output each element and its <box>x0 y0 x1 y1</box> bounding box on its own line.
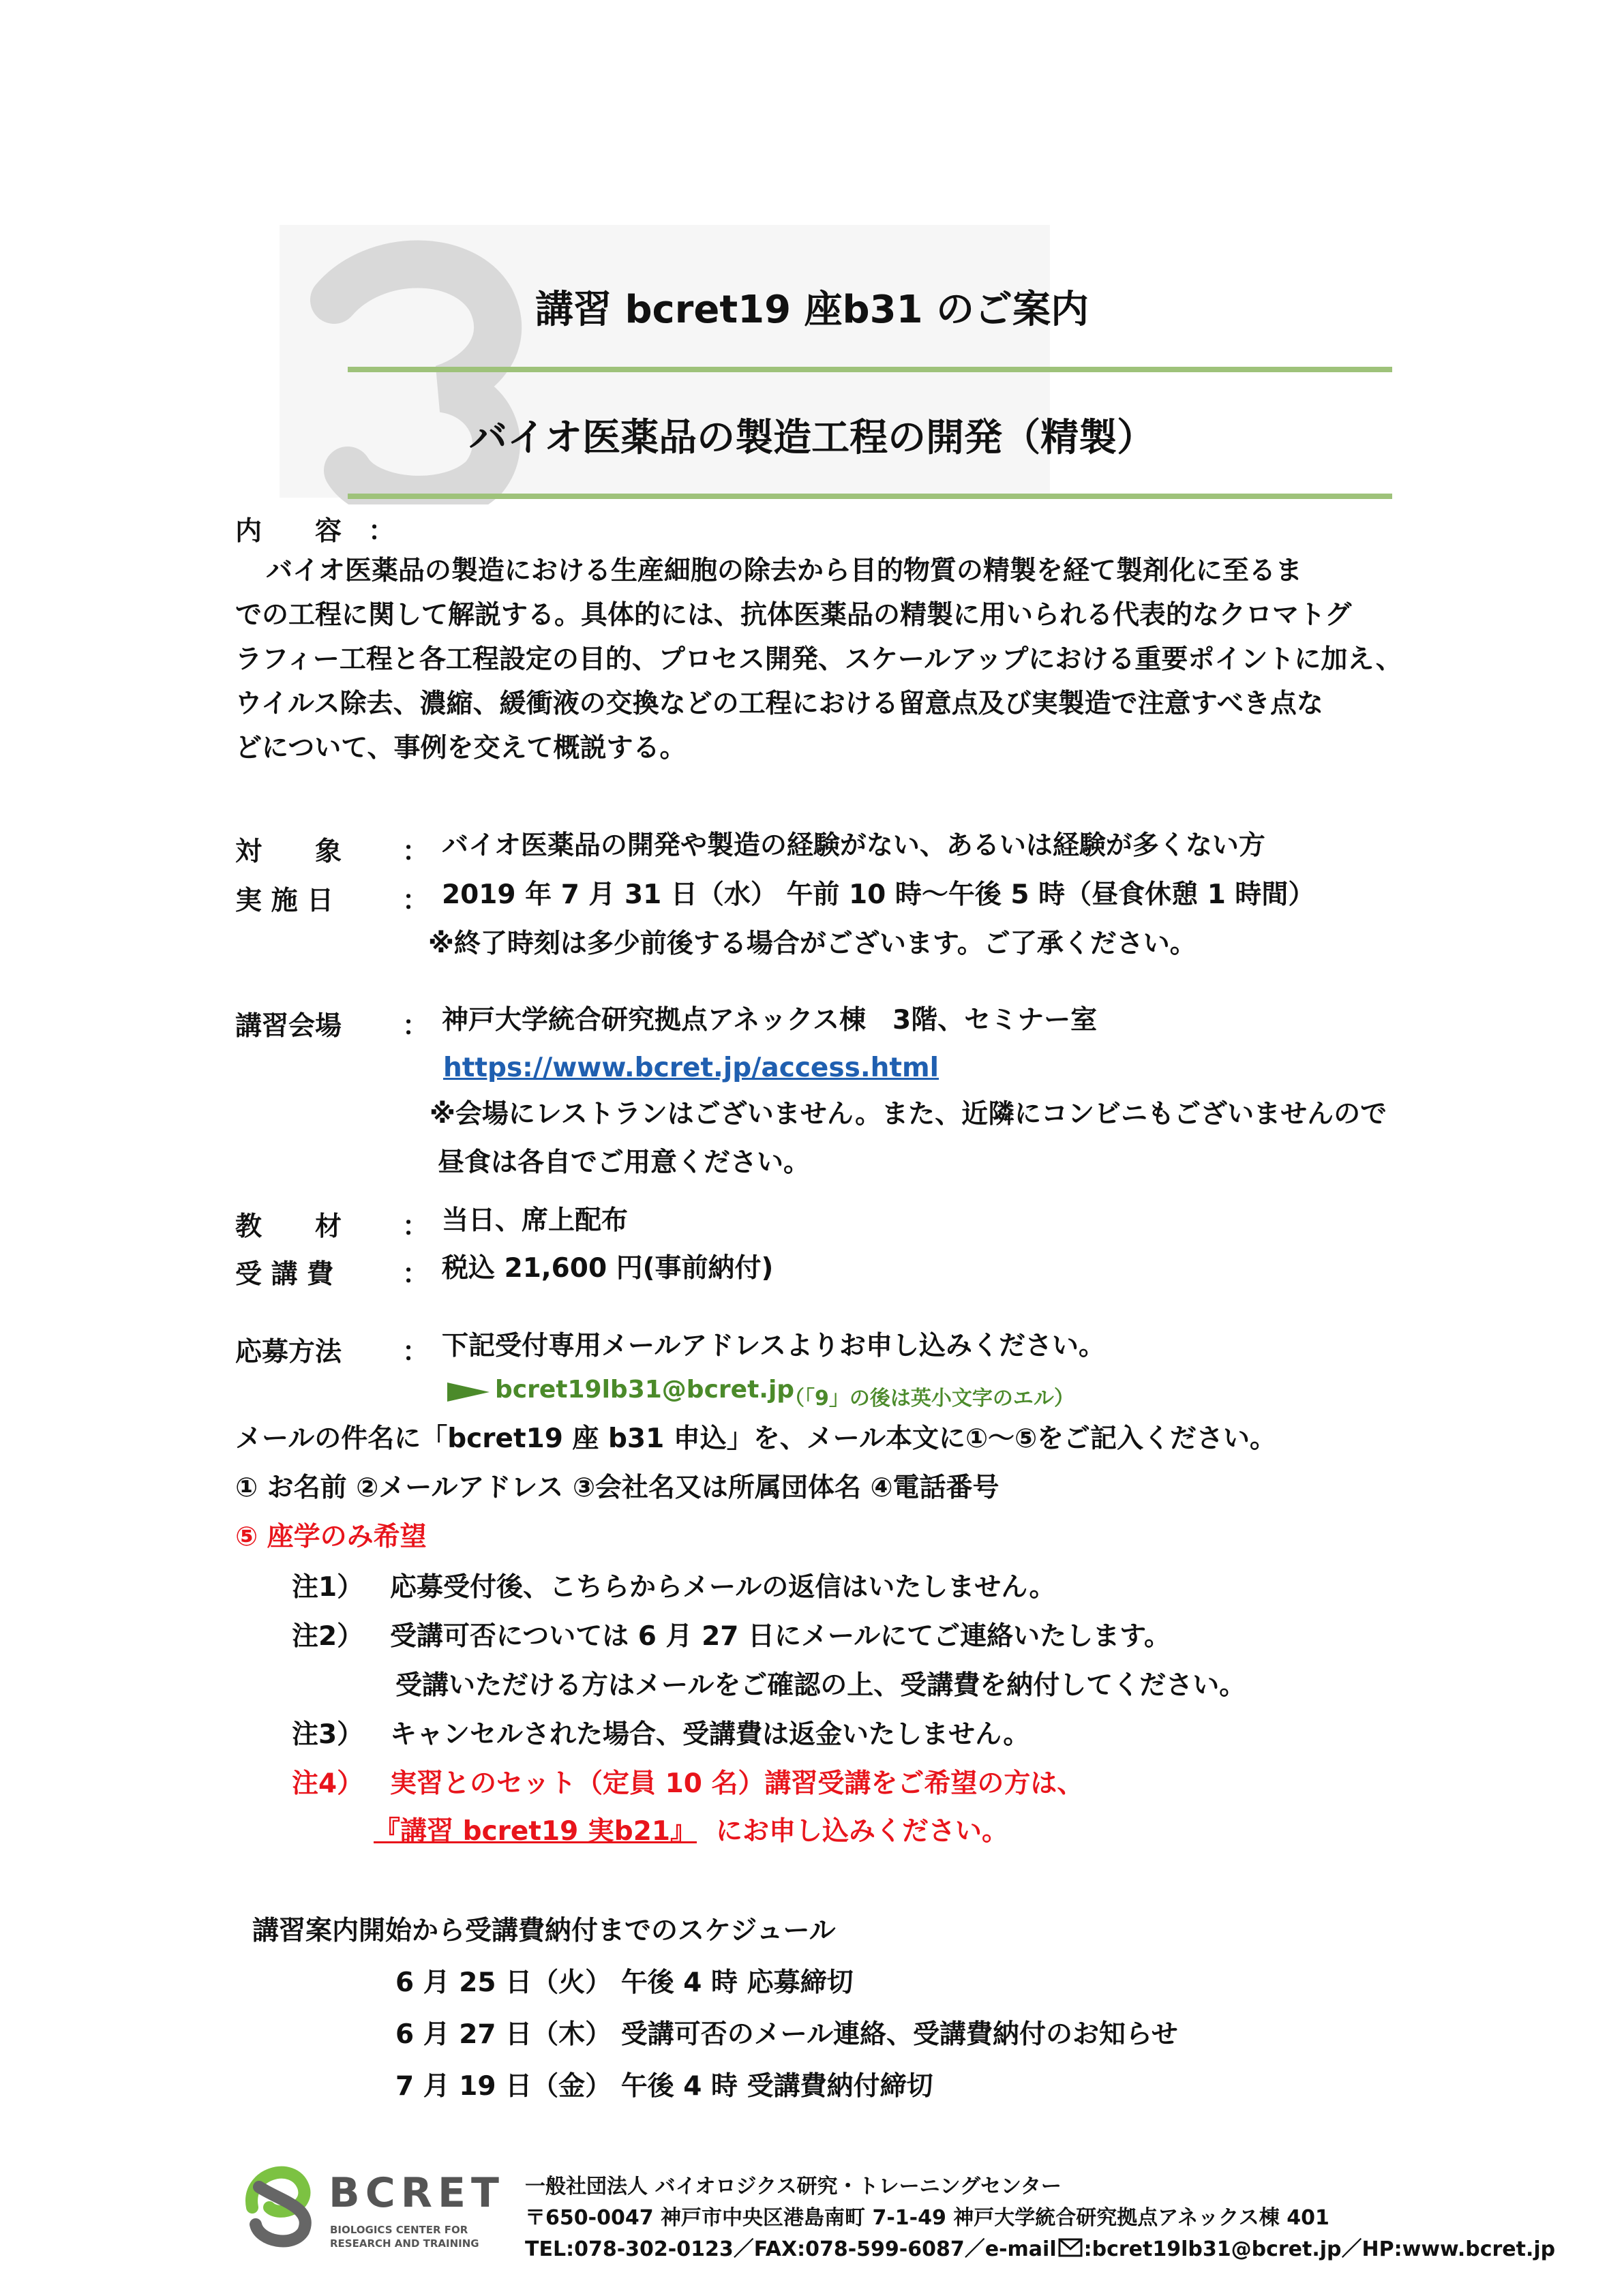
schedule-item-3: 7 月 19 日（金） 午後 4 時 受講費納付締切 <box>395 2071 933 2102</box>
contact-email-web[interactable]: :bcret19lb31@bcret.jp／HP:www.bcret.jp <box>1083 2237 1556 2261</box>
practical-course-link[interactable]: 『講習 bcret19 実b21』 <box>374 1816 697 1847</box>
fee-label: 受 講 費 <box>235 1259 334 1290</box>
arrow-icon <box>447 1380 490 1407</box>
schedule-item-2: 6 月 27 日（木） 受講可否のメール連絡、受講費納付のお知らせ <box>395 2019 1178 2050</box>
colon: ： <box>402 1259 430 1290</box>
note-4-tail: にお申し込みください。 <box>716 1816 1009 1847</box>
organization-address: 〒650-0047 神戸市中央区港島南町 7-1-49 神戸大学統合研究拠点アネックス棟 401 <box>525 2206 1329 2230</box>
colon: ： <box>402 1211 430 1242</box>
note-2-text: 受講可否については 6 月 27 日にメールにてご連絡いたします。 <box>390 1621 1171 1652</box>
page-title: 講習 bcret19 座b31 のご案内 <box>535 288 1089 332</box>
note-3-label: 注3） <box>292 1719 364 1750</box>
fee-value: 税込 21,600 円(事前納付) <box>442 1253 774 1284</box>
content-line-1: バイオ医薬品の製造における生産細胞の除去から目的物質の精製を経て製剤化に至るま <box>266 556 1302 586</box>
watermark-logo <box>286 225 532 504</box>
date-label: 実 施 日 <box>235 886 334 916</box>
divider-top <box>348 367 1392 372</box>
logo-subtitle-2: RESEARCH AND TRAINING <box>330 2237 479 2250</box>
required-items: ① お名前 ②メールアドレス ③会社名又は所属団体名 ④電話番号 <box>235 1472 999 1503</box>
note-4-text: 実習とのセット（定員 10 名）講習受講をご希望の方は、 <box>390 1768 1084 1799</box>
email-note: （「9」の後は英小文字のエル） <box>784 1387 1074 1410</box>
note-1-label: 注1） <box>292 1572 364 1603</box>
content-line-4: ウイルス除去、濃縮、緩衝液の交換などの工程における留意点及び実製造で注意すべき点な <box>235 689 1323 719</box>
colon: ： <box>402 886 430 916</box>
organization-contact <box>525 2232 1555 2263</box>
note-2-continued: 受講いただける方はメールをご確認の上、受講費を納付してください。 <box>395 1670 1246 1701</box>
target-label: 対 象 <box>235 836 342 867</box>
contact-phone-fax: TEL:078-302-0123／FAX:078-599-6087／e-mail <box>525 2237 1057 2261</box>
note-2-label: 注2） <box>292 1621 364 1652</box>
target-value: バイオ医薬品の開発や製造の経験がない、あるいは経験が多くない方 <box>442 830 1265 861</box>
logo-subtitle-1: BIOLOGICS CENTER FOR <box>330 2224 468 2236</box>
content-line-5: どについて、事例を交えて概説する。 <box>235 733 687 764</box>
course-subtitle: バイオ医薬品の製造工程の開発（精製） <box>468 416 1156 460</box>
venue-note-2: 昼食は各自でご用意ください。 <box>438 1147 811 1178</box>
schedule-title: 講習案内開始から受講費納付までのスケジュール <box>252 1916 836 1946</box>
schedule-item-1: 6 月 25 日（火） 午後 4 時 応募締切 <box>395 1967 854 1998</box>
venue-value: 神戸大学統合研究拠点アネックス棟 3階、セミナー室 <box>442 1005 1098 1036</box>
subject-instruction: メールの件名に「bcret19 座 b31 申込」を、メール本文に①～⑤をご記入ください。 <box>235 1423 1277 1454</box>
application-email[interactable]: bcret19lb31@bcret.jp <box>495 1376 795 1404</box>
apply-label: 応募方法 <box>235 1337 342 1368</box>
colon: ： <box>402 836 430 867</box>
venue-label: 講習会場 <box>235 1011 342 1042</box>
content-label: 内 容 ： <box>235 516 395 547</box>
access-link[interactable]: https://www.bcret.jp/access.html <box>443 1053 939 1083</box>
date-value: 2019 年 7 月 31 日（水） 午前 10 時～午後 5 時（昼食休憩 1 時間） <box>442 879 1315 910</box>
content-line-2: での工程に関して解説する。具体的には、抗体医薬品の精製に用いられる代表的なクロマトグ <box>235 600 1352 631</box>
materials-label: 教 材 <box>235 1211 342 1242</box>
item-5: ⑤ 座学のみ希望 <box>235 1522 427 1552</box>
note-4-label: 注4） <box>292 1768 364 1799</box>
content-line-3: ラフィー工程と各工程設定の目的、プロセス開発、スケールアップにおける重要ポイントに加え、 <box>235 644 1402 675</box>
colon: ： <box>402 1011 430 1042</box>
mail-icon <box>1058 2238 1083 2263</box>
bcret-logo-mark <box>239 2160 320 2248</box>
note-1-text: 応募受付後、こちらからメールの返信はいたしません。 <box>390 1572 1056 1603</box>
venue-note-1: ※会場にレストランはございません。また、近隣にコンビニもございませんので <box>430 1099 1387 1130</box>
divider-bottom <box>348 494 1392 499</box>
organization-name: 一般社団法人 バイオロジクス研究・トレーニングセンター <box>525 2175 1062 2199</box>
materials-value: 当日、席上配布 <box>442 1205 629 1236</box>
note-3-text: キャンセルされた場合、受講費は返金いたしません。 <box>390 1719 1030 1750</box>
date-note: ※終了時刻は多少前後する場合がございます。ご了承ください。 <box>428 928 1197 959</box>
apply-value: 下記受付専用メールアドレスよりお申し込みください。 <box>442 1331 1106 1361</box>
logo-wordmark: BCRET <box>329 2169 505 2217</box>
colon: ： <box>402 1337 430 1368</box>
